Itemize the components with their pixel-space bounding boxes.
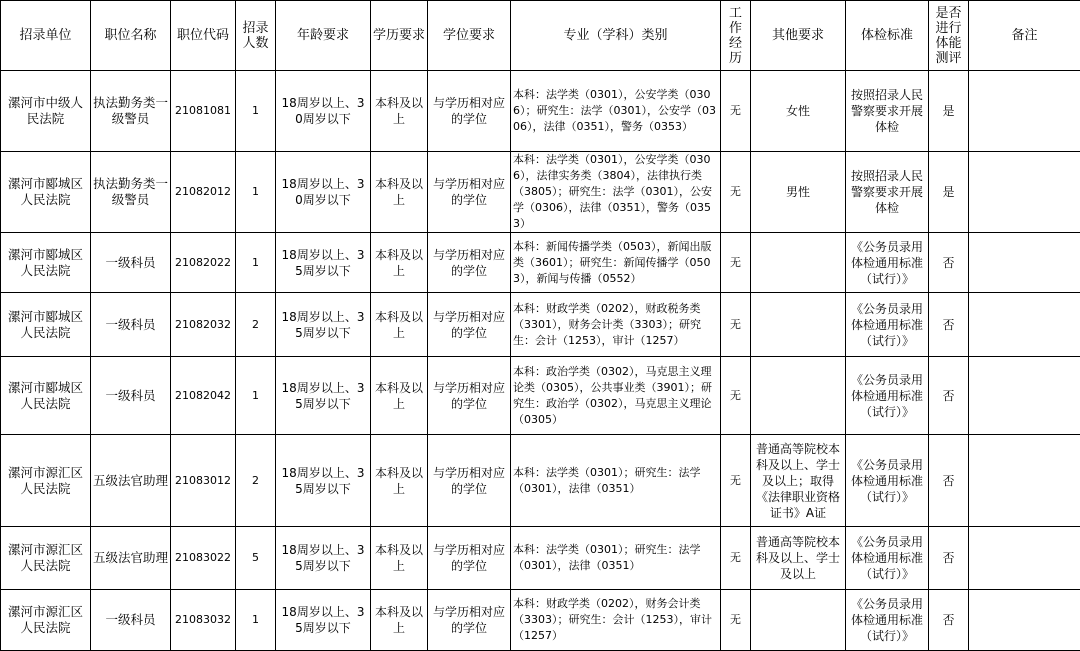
table-row	[1, 357, 1080, 435]
fitness-cell: 是	[929, 152, 969, 233]
physical-cell: 《公务员录用体检通用标准（试行）》	[846, 527, 929, 590]
code-cell: 21083022	[171, 527, 236, 590]
remark-cell	[969, 71, 1080, 152]
major-cell: 本科：政治学类（0302），马克思主义理论类（0305），公共事业类（3901）；研究生：政治学（0302），马克思主义理论（0305）	[511, 357, 721, 435]
table-row	[1, 293, 1080, 357]
remark-cell	[969, 527, 1080, 590]
other-cell	[751, 590, 846, 651]
header-physical: 体检标准	[846, 1, 929, 71]
position-cell: 五级法官助理	[91, 435, 171, 527]
degree-cell: 与学历相对应的学位	[428, 152, 511, 233]
major-cell: 本科：法学类（0301），公安学类（0306），法律实务类（3804），法律执行类（3805）；研究生：法学（0301），公安学（0306），法律（0351），警务（0353）	[511, 152, 721, 233]
fitness-cell: 否	[929, 233, 969, 293]
table-row	[1, 527, 1080, 590]
unit-cell: 漯河市源汇区人民法院	[1, 435, 91, 527]
position-cell: 执法勤务类一级警员	[91, 71, 171, 152]
age-cell: 18周岁以上、35周岁以下	[276, 357, 371, 435]
physical-cell: 按照招录人民警察要求开展体检	[846, 71, 929, 152]
code-cell: 21081081	[171, 71, 236, 152]
education-cell: 本科及以上	[371, 293, 428, 357]
count-cell: 1	[236, 233, 276, 293]
fitness-cell: 否	[929, 293, 969, 357]
header-fitness: 是否进行体能测评	[929, 1, 969, 71]
experience-cell: 无	[721, 152, 751, 233]
physical-cell: 《公务员录用体检通用标准（试行）》	[846, 233, 929, 293]
fitness-cell: 否	[929, 590, 969, 651]
physical-cell: 《公务员录用体检通用标准（试行）》	[846, 293, 929, 357]
remark-cell	[969, 293, 1080, 357]
unit-cell: 漯河市郾城区人民法院	[1, 357, 91, 435]
count-cell: 1	[236, 71, 276, 152]
age-cell: 18周岁以上、35周岁以下	[276, 293, 371, 357]
unit-cell: 漯河市郾城区人民法院	[1, 152, 91, 233]
age-cell: 18周岁以上、35周岁以下	[276, 527, 371, 590]
experience-cell: 无	[721, 233, 751, 293]
count-cell: 2	[236, 293, 276, 357]
header-row	[1, 1, 1080, 71]
degree-cell: 与学历相对应的学位	[428, 527, 511, 590]
header-position: 职位名称	[91, 1, 171, 71]
experience-cell: 无	[721, 293, 751, 357]
count-cell: 1	[236, 590, 276, 651]
position-cell: 执法勤务类一级警员	[91, 152, 171, 233]
header-other: 其他要求	[751, 1, 846, 71]
position-cell: 一级科员	[91, 293, 171, 357]
header-count: 招录人数	[236, 1, 276, 71]
table-row	[1, 233, 1080, 293]
experience-cell: 无	[721, 590, 751, 651]
header-age: 年龄要求	[276, 1, 371, 71]
other-cell	[751, 357, 846, 435]
education-cell: 本科及以上	[371, 527, 428, 590]
education-cell: 本科及以上	[371, 71, 428, 152]
other-cell	[751, 233, 846, 293]
major-cell: 本科：财政学类（0202），财务会计类（3303）；研究生：会计（1253），审计（1257）	[511, 590, 721, 651]
physical-cell: 《公务员录用体检通用标准（试行）》	[846, 590, 929, 651]
position-cell: 一级科员	[91, 590, 171, 651]
degree-cell: 与学历相对应的学位	[428, 357, 511, 435]
code-cell: 21083032	[171, 590, 236, 651]
unit-cell: 漯河市郾城区人民法院	[1, 233, 91, 293]
other-cell	[751, 293, 846, 357]
table-row	[1, 435, 1080, 527]
education-cell: 本科及以上	[371, 152, 428, 233]
header-education: 学历要求	[371, 1, 428, 71]
count-cell: 5	[236, 527, 276, 590]
major-cell: 本科：新闻传播学类（0503），新闻出版类（3601）；研究生：新闻传播学（0503），新闻与传播（0552）	[511, 233, 721, 293]
header-degree: 学位要求	[428, 1, 511, 71]
other-cell: 男性	[751, 152, 846, 233]
unit-cell: 漯河市中级人民法院	[1, 71, 91, 152]
degree-cell: 与学历相对应的学位	[428, 590, 511, 651]
age-cell: 18周岁以上、30周岁以下	[276, 152, 371, 233]
unit-cell: 漯河市源汇区人民法院	[1, 590, 91, 651]
position-cell: 一级科员	[91, 233, 171, 293]
other-cell: 普通高等院校本科及以上、学士及以上；取得《法律职业资格证书》A证	[751, 435, 846, 527]
table-row	[1, 590, 1080, 651]
fitness-cell: 是	[929, 71, 969, 152]
fitness-cell: 否	[929, 527, 969, 590]
major-cell: 本科：法学类（0301）；研究生：法学（0301），法律（0351）	[511, 527, 721, 590]
fitness-cell: 否	[929, 357, 969, 435]
other-cell: 女性	[751, 71, 846, 152]
code-cell: 21082032	[171, 293, 236, 357]
major-cell: 本科：财政学类（0202），财政税务类（3301），财务会计类（3303）；研究生：会计（1253），审计（1257）	[511, 293, 721, 357]
physical-cell: 按照招录人民警察要求开展体检	[846, 152, 929, 233]
education-cell: 本科及以上	[371, 435, 428, 527]
fitness-cell: 否	[929, 435, 969, 527]
position-cell: 一级科员	[91, 357, 171, 435]
code-cell: 21082042	[171, 357, 236, 435]
remark-cell	[969, 233, 1080, 293]
degree-cell: 与学历相对应的学位	[428, 293, 511, 357]
degree-cell: 与学历相对应的学位	[428, 435, 511, 527]
header-code: 职位代码	[171, 1, 236, 71]
major-cell: 本科：法学类（0301），公安学类（0306）；研究生：法学（0301），公安学（0306），法律（0351），警务（0353）	[511, 71, 721, 152]
experience-cell: 无	[721, 435, 751, 527]
other-cell: 普通高等院校本科及以上、学士及以上	[751, 527, 846, 590]
unit-cell: 漯河市源汇区人民法院	[1, 527, 91, 590]
count-cell: 1	[236, 357, 276, 435]
experience-cell: 无	[721, 71, 751, 152]
table-row	[1, 152, 1080, 233]
experience-cell: 无	[721, 527, 751, 590]
age-cell: 18周岁以上、30周岁以下	[276, 71, 371, 152]
physical-cell: 《公务员录用体检通用标准（试行）》	[846, 357, 929, 435]
experience-cell: 无	[721, 357, 751, 435]
code-cell: 21082012	[171, 152, 236, 233]
education-cell: 本科及以上	[371, 357, 428, 435]
code-cell: 21082022	[171, 233, 236, 293]
position-cell: 五级法官助理	[91, 527, 171, 590]
education-cell: 本科及以上	[371, 233, 428, 293]
degree-cell: 与学历相对应的学位	[428, 71, 511, 152]
count-cell: 2	[236, 435, 276, 527]
physical-cell: 《公务员录用体检通用标准（试行）》	[846, 435, 929, 527]
remark-cell	[969, 435, 1080, 527]
header-unit: 招录单位	[1, 1, 91, 71]
education-cell: 本科及以上	[371, 590, 428, 651]
table-body	[1, 71, 1080, 651]
header-remark: 备注	[969, 1, 1080, 71]
major-cell: 本科：法学类（0301）；研究生：法学（0301），法律（0351）	[511, 435, 721, 527]
header-major: 专业（学科）类别	[511, 1, 721, 71]
remark-cell	[969, 152, 1080, 233]
header-experience: 工作经历	[721, 1, 751, 71]
count-cell: 1	[236, 152, 276, 233]
degree-cell: 与学历相对应的学位	[428, 233, 511, 293]
remark-cell	[969, 590, 1080, 651]
remark-cell	[969, 357, 1080, 435]
code-cell: 21083012	[171, 435, 236, 527]
unit-cell: 漯河市郾城区人民法院	[1, 293, 91, 357]
age-cell: 18周岁以上、35周岁以下	[276, 590, 371, 651]
age-cell: 18周岁以上、35周岁以下	[276, 233, 371, 293]
table-row	[1, 71, 1080, 152]
age-cell: 18周岁以上、35周岁以下	[276, 435, 371, 527]
